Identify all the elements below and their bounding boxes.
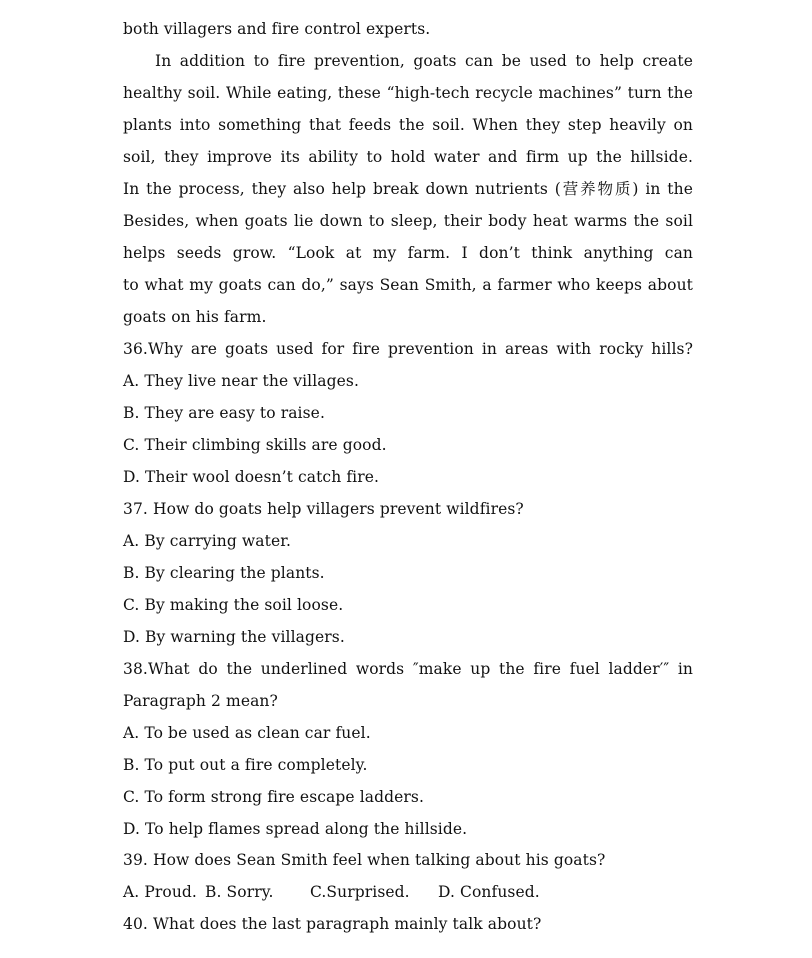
passage-line: to what my goats can do,” says Sean Smith, a farmer who keeps about [123, 276, 693, 294]
question-37-stem: 37. How do goats help villagers prevent wildfires? [123, 500, 524, 518]
option-37-a: A. By carrying water. [123, 532, 292, 550]
passage-line: In the process, they also help break down nutrients (营养物质) in the [123, 180, 693, 198]
options-39-row [123, 882, 693, 902]
option-38-d: D. To help flames spread along the hillside. [123, 820, 468, 838]
passage-line: Besides, when goats lie down to sleep, their body heat warms the soil [123, 212, 693, 230]
question-40-stem: 40. What does the last paragraph mainly talk about? [123, 915, 542, 933]
option-36-d: D. Their wool doesn’t catch fire. [123, 468, 380, 486]
option-39-d: D. Confused. [438, 883, 540, 901]
question-38-stem-continued: Paragraph 2 mean? [123, 692, 278, 710]
option-38-a: A. To be used as clean car fuel. [123, 724, 371, 742]
option-39-b: B. Sorry. [205, 883, 274, 901]
option-38-b: B. To put out a fire completely. [123, 756, 368, 774]
question-36-stem: 36.Why are goats used for fire prevention in areas with rocky hills? [123, 340, 693, 358]
option-36-c: C. Their climbing skills are good. [123, 436, 387, 454]
passage-line: plants into something that feeds the soil. When they step heavily on [123, 116, 693, 134]
option-37-b: B. By clearing the plants. [123, 564, 325, 582]
passage-line: healthy soil. While eating, these “high-tech recycle machines” turn the [123, 84, 693, 102]
passage-line: helps seeds grow. “Look at my farm. I don’t think anything can [123, 244, 693, 262]
option-39-c: C.Surprised. [310, 883, 410, 901]
passage-line: In addition to fire prevention, goats can be used to help create [155, 52, 693, 70]
passage-line: soil, they improve its ability to hold water and firm up the hillside. [123, 148, 693, 166]
question-39-stem: 39. How does Sean Smith feel when talking about his goats? [123, 851, 606, 869]
option-37-c: C. By making the soil loose. [123, 596, 344, 614]
option-37-d: D. By warning the villagers. [123, 628, 345, 646]
option-38-c: C. To form strong fire escape ladders. [123, 788, 424, 806]
option-36-a: A. They live near the villages. [123, 372, 359, 390]
passage-line: both villagers and fire control experts. [123, 20, 431, 38]
option-39-a: A. Proud. [123, 883, 197, 901]
passage-line: goats on his farm. [123, 308, 267, 326]
question-38-stem: 38.What do the underlined words ″make up the fire fuel ladder′″ in [123, 660, 693, 678]
option-36-b: B. They are easy to raise. [123, 404, 325, 422]
